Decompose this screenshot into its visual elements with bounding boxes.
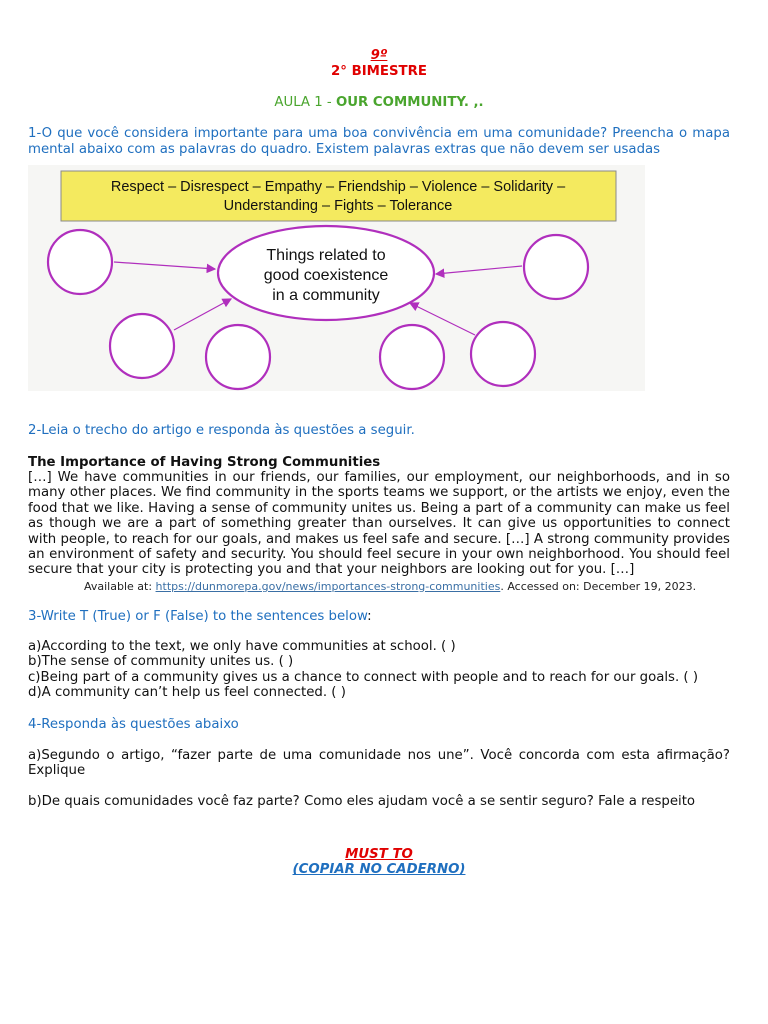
copy-instruction: (COPIAR NO CADERNO) xyxy=(292,862,466,878)
answer-circle-right-top xyxy=(524,235,588,299)
question-3 xyxy=(28,609,730,625)
lesson-title: OUR COMMUNITY. ,. xyxy=(335,95,484,110)
word-box-line2: Understanding – Fights – Tolerance xyxy=(223,198,453,214)
answer-circle-right-bottom xyxy=(471,322,535,386)
word-box-line1: Respect – Disrespect – Empathy – Friendship – Violence – Solidarity – xyxy=(110,179,566,195)
source-prefix: Available at: xyxy=(84,579,156,593)
question-4: 4-Responda às questões abaixo xyxy=(28,716,239,732)
answer-circle-left-top xyxy=(48,230,112,294)
true-false-list xyxy=(28,639,730,701)
center-text-line2: good coexistence xyxy=(263,267,389,284)
article-body: […] We have communities in our friends, our families, our employment, our neighborhoods, and in so many other places. We find community in the sports teams we support, or the artists we enjoy, even the food that we like. Having a sense of community unites us. Being a part of a community can make us feel as though we are a part of something greater than ourselves. It can give us opportunities to connect with people, to reach for our goals, and makes us feel safe and secure. […] A strong community provides an environment of safety and security. You should feel secure in your own neighborhood. You should feel secure that your city is protecting you and that your neighbors are looking out for you. […] xyxy=(28,470,730,578)
term-label: 2° BIMESTRE xyxy=(331,64,427,79)
source-suffix: . Accessed on: December 19, 2023. xyxy=(500,579,697,593)
article-source xyxy=(84,579,730,595)
arrow-left-bottom xyxy=(174,299,231,330)
mind-map-svg xyxy=(28,165,645,391)
must-to-label: MUST TO xyxy=(345,847,413,863)
lesson-prefix: AULA 1 - xyxy=(274,95,336,110)
center-text-line3: in a community xyxy=(272,287,380,304)
lesson-heading xyxy=(28,95,730,111)
arrow-right-top xyxy=(436,266,522,274)
true-false-item-d: d)A community can’t help us feel connected. ( ) xyxy=(28,685,346,701)
answer-circle-left-bottom xyxy=(110,314,174,378)
question-3-text: 3-Write T (True) or F (False) to the sentences below xyxy=(28,608,368,624)
arrow-left-top xyxy=(114,262,215,269)
question-1: 1-O que você considera importante para uma boa convivência em uma comunidade? Preencha o mapa mental abaixo com as palavras do quadro. Existem palavras extras que não devem ser usadas xyxy=(28,126,730,157)
true-false-item-c: c)Being part of a community gives us a chance to connect with people and to reach for our goals. ( ) xyxy=(28,669,699,685)
true-false-item-b: b)The sense of community unites us. ( ) xyxy=(28,654,294,670)
question-4a: a)Segundo o artigo, “fazer parte de uma comunidade nos une”. Você concorda com esta afirmação? Explique xyxy=(28,747,730,779)
grade-label: 9º xyxy=(370,48,388,63)
question-3-colon: : xyxy=(367,608,372,624)
mind-map-figure xyxy=(28,165,645,391)
worksheet-page xyxy=(28,48,730,877)
article-title: The Importance of Having Strong Communities xyxy=(28,455,381,470)
answer-circle-center-left-bottom xyxy=(206,325,270,389)
question-4b: b)De quais comunidades você faz parte? Como eles ajudam você a se sentir seguro? Fale a respeito xyxy=(28,793,696,809)
question-2: 2-Leia o trecho do artigo e responda às questões a seguir. xyxy=(28,423,415,438)
center-text-line1: Things related to xyxy=(266,247,386,264)
answer-circle-center-right-bottom xyxy=(380,325,444,389)
source-link[interactable]: https://dunmorepa.gov/news/importances-strong-communities xyxy=(155,579,501,593)
true-false-item-a: a)According to the text, we only have communities at school. ( ) xyxy=(28,638,456,654)
